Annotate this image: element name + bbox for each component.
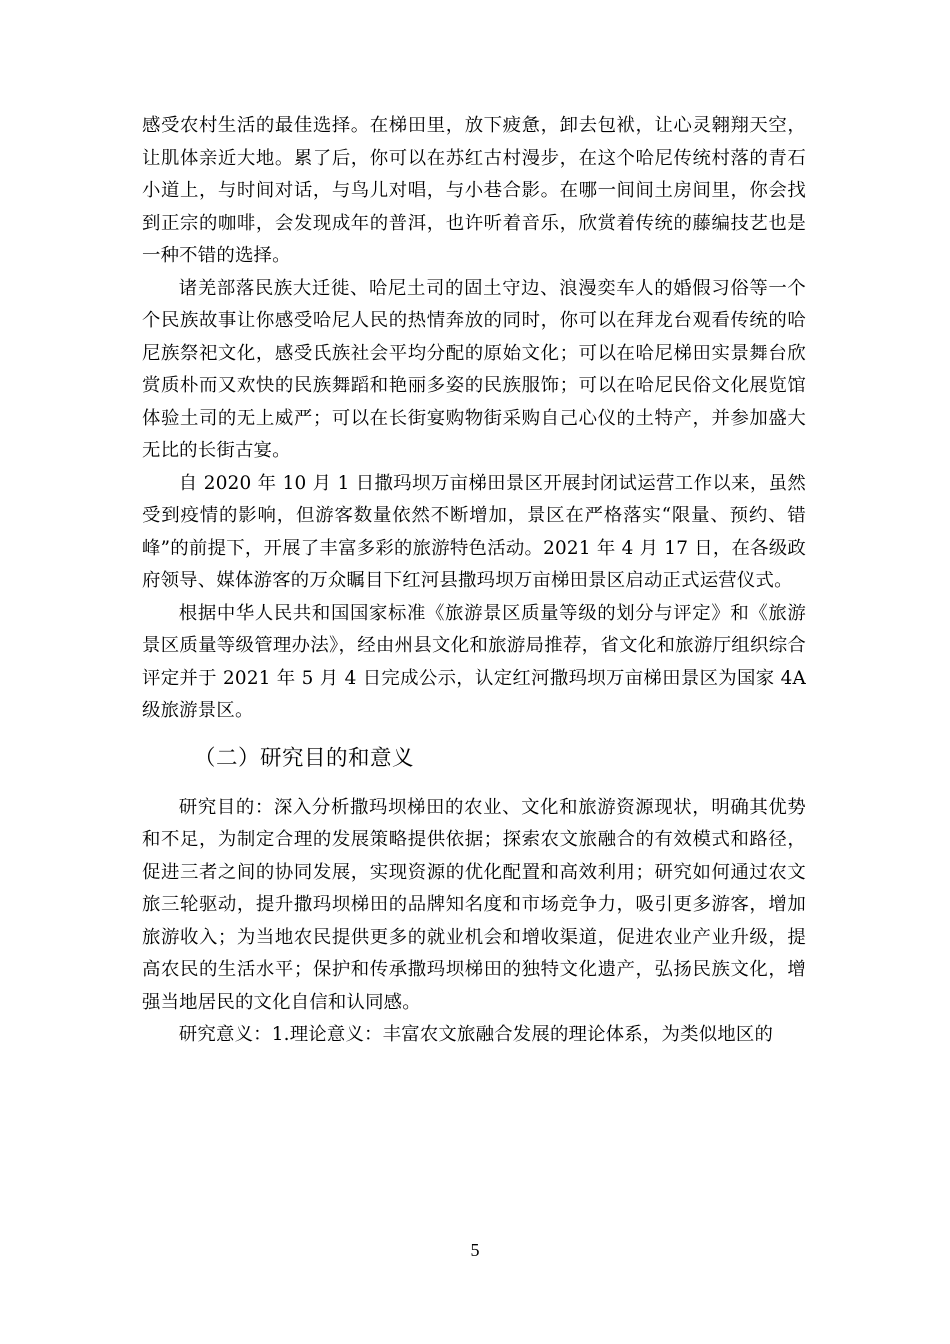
section-heading: （二）研究目的和意义 xyxy=(194,745,415,771)
paragraph-6: 研究意义：1.理论意义：丰富农文旅融合发展的理论体系，为类似地区的 xyxy=(178,1024,774,1045)
paragraph-4: 根据中华人民共和国国家标准《旅游景区质量等级的划分与评定》和《旅游景区质量等级管理办法》，经由州县文化和旅游局推荐，省文化和旅游厅组织综合评定并于 2021 年 5 月 4 日完成公示，认定红河撒玛坝万亩梯田景区为国家 4A 级旅游景区。 xyxy=(142,602,806,721)
paragraph-1: 感受农村生活的最佳选择。在梯田里，放下疲惫，卸去包袱，让心灵翱翔天空，让肌体亲近大地。累了后，你可以在苏红古村漫步，在这个哈尼传统村落的青石小道上，与时间对话，与鸟儿对唱，与小巷合影。在哪一间间土房间里，你会找到正宗的咖啡，会发现成年的普洱，也许听着音乐，欣赏着传统的藤编技艺也是一种不错的选择。 xyxy=(142,115,806,266)
paragraph-2: 诸羌部落民族大迁徙、哈尼土司的固土守边、浪漫奕车人的婚假习俗等一个个民族故事让你感受哈尼人民的热情奔放的同时，你可以在拜龙台观看传统的哈尼族祭祀文化，感受氏族社会平均分配的原始文化；可以在哈尼梯田实景舞台欣赏质朴而又欢快的民族舞蹈和艳丽多姿的民族服饰；可以在哈尼民俗文化展览馆体验土司的无上威严；可以在长街宴购物街采购自己心仪的土特产，并参加盛大无比的长街古宴。 xyxy=(142,277,806,461)
page-number: 5 xyxy=(470,1240,480,1260)
paragraph-3: 自 2020 年 10 月 1 日撒玛坝万亩梯田景区开展封闭试运营工作以来，虽然受到疫情的影响，但游客数量依然不断增加，景区在严格落实“限量、预约、错峰”的前提下，开展了丰富多彩的旅游特色活动。2021 年 4 月 17 日，在各级政府领导、媒体游客的万众瞩目下红河县撒玛坝万亩梯田景区启动正式运营仪式。 xyxy=(142,472,806,591)
page-content xyxy=(142,110,806,1052)
paragraph-5: 研究目的：深入分析撒玛坝梯田的农业、文化和旅游资源现状，明确其优势和不足，为制定合理的发展策略提供依据；探索农文旅融合的有效模式和路径，促进三者之间的协同发展，实现资源的优化配置和高效利用；研究如何通过农文旅三轮驱动，提升撒玛坝梯田的品牌知名度和市场竞争力，吸引更多游客，增加旅游收入；为当地农民提供更多的就业机会和增收渠道，促进农业产业升级，提高农民的生活水平；保护和传承撒玛坝梯田的独特文化遗产，弘扬民族文化，增强当地居民的文化自信和认同感。 xyxy=(142,796,806,1013)
